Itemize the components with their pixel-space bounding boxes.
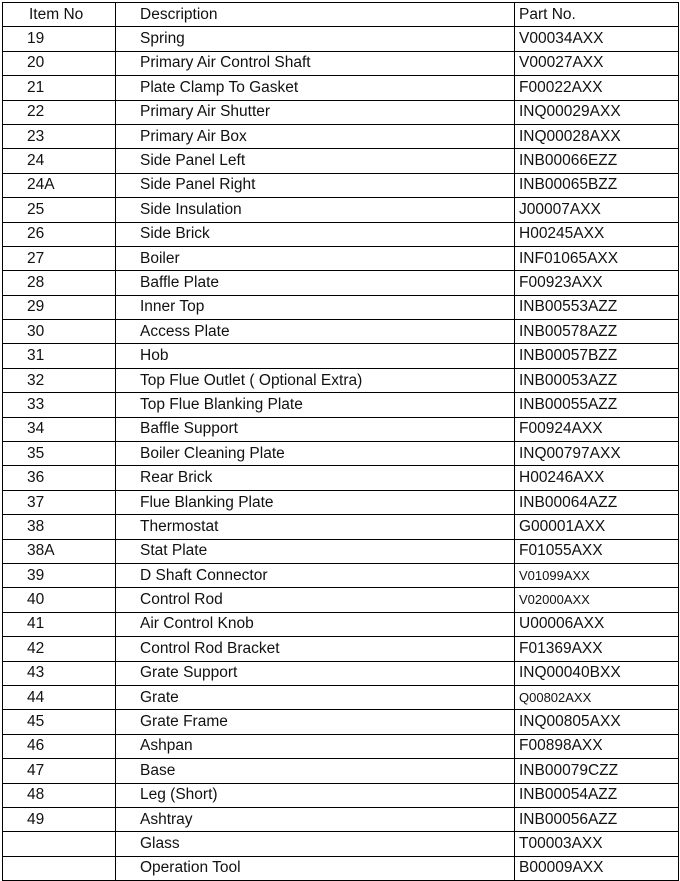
part-number: INQ00805AXX: [515, 710, 679, 734]
item-description: Spring: [116, 27, 515, 51]
item-number: 20: [3, 51, 116, 75]
item-description: Thermostat: [116, 515, 515, 539]
item-description: Ashpan: [116, 734, 515, 758]
part-number: INB00053AZZ: [515, 368, 679, 392]
item-description: Control Rod: [116, 588, 515, 612]
parts-list-sheet: [2, 2, 679, 881]
item-number: 27: [3, 246, 116, 270]
item-description: Baffle Plate: [116, 271, 515, 295]
header-part-no: Part No.: [515, 3, 679, 27]
item-description: Grate Support: [116, 661, 515, 685]
item-description: Side Insulation: [116, 198, 515, 222]
table-row: [3, 539, 679, 563]
table-row: [3, 783, 679, 807]
table-row: [3, 685, 679, 709]
item-number: [3, 832, 116, 856]
part-number: F00924AXX: [515, 417, 679, 441]
item-number: 39: [3, 563, 116, 587]
item-description: Baffle Support: [116, 417, 515, 441]
part-number: J00007AXX: [515, 198, 679, 222]
table-row: [3, 563, 679, 587]
part-number: F01055AXX: [515, 539, 679, 563]
table-row: [3, 466, 679, 490]
item-number: 44: [3, 685, 116, 709]
table-row: [3, 222, 679, 246]
item-description: Glass: [116, 832, 515, 856]
part-number: T00003AXX: [515, 832, 679, 856]
item-description: Boiler Cleaning Plate: [116, 442, 515, 466]
table-row: [3, 807, 679, 831]
part-number: H00245AXX: [515, 222, 679, 246]
part-number: INQ00040BXX: [515, 661, 679, 685]
table-row: [3, 759, 679, 783]
item-number: 36: [3, 466, 116, 490]
item-number: 40: [3, 588, 116, 612]
part-number: INB00066EZZ: [515, 149, 679, 173]
item-number: [3, 856, 116, 880]
item-number: 25: [3, 198, 116, 222]
item-description: Primary Air Box: [116, 124, 515, 148]
table-row: [3, 173, 679, 197]
part-number: INB00054AZZ: [515, 783, 679, 807]
part-number: INB00055AZZ: [515, 393, 679, 417]
part-number: INB00064AZZ: [515, 490, 679, 514]
table-row: [3, 393, 679, 417]
item-number: 45: [3, 710, 116, 734]
item-description: Rear Brick: [116, 466, 515, 490]
part-number: INF01065AXX: [515, 246, 679, 270]
item-number: 38: [3, 515, 116, 539]
item-description: Top Flue Blanking Plate: [116, 393, 515, 417]
part-number: INQ00797AXX: [515, 442, 679, 466]
table-row: [3, 51, 679, 75]
item-description: Leg (Short): [116, 783, 515, 807]
item-description: Base: [116, 759, 515, 783]
part-number: G00001AXX: [515, 515, 679, 539]
table-row: [3, 344, 679, 368]
item-number: 24A: [3, 173, 116, 197]
item-number: 46: [3, 734, 116, 758]
table-row: [3, 76, 679, 100]
item-number: 30: [3, 320, 116, 344]
item-description: Boiler: [116, 246, 515, 270]
item-description: Inner Top: [116, 295, 515, 319]
item-number: 23: [3, 124, 116, 148]
table-header-row: [3, 3, 679, 27]
item-description: Side Brick: [116, 222, 515, 246]
part-number: Q00802AXX: [515, 685, 679, 709]
item-number: 43: [3, 661, 116, 685]
part-number: V00027AXX: [515, 51, 679, 75]
part-number: INB00056AZZ: [515, 807, 679, 831]
item-description: D Shaft Connector: [116, 563, 515, 587]
table-row: [3, 856, 679, 880]
item-description: Grate Frame: [116, 710, 515, 734]
table-row: [3, 637, 679, 661]
item-number: 41: [3, 612, 116, 636]
item-number: 34: [3, 417, 116, 441]
table-row: [3, 295, 679, 319]
table-row: [3, 442, 679, 466]
item-description: Flue Blanking Plate: [116, 490, 515, 514]
part-number: INQ00028AXX: [515, 124, 679, 148]
item-number: 24: [3, 149, 116, 173]
item-description: Primary Air Control Shaft: [116, 51, 515, 75]
table-row: [3, 588, 679, 612]
part-number: B00009AXX: [515, 856, 679, 880]
part-number: INB00578AZZ: [515, 320, 679, 344]
part-number: V02000AXX: [515, 588, 679, 612]
part-number: U00006AXX: [515, 612, 679, 636]
item-description: Hob: [116, 344, 515, 368]
table-row: [3, 271, 679, 295]
item-description: Air Control Knob: [116, 612, 515, 636]
item-number: 22: [3, 100, 116, 124]
header-description: Description: [116, 3, 515, 27]
part-number: F00923AXX: [515, 271, 679, 295]
item-number: 33: [3, 393, 116, 417]
table-row: [3, 368, 679, 392]
item-number: 29: [3, 295, 116, 319]
part-number: F00898AXX: [515, 734, 679, 758]
part-number: INQ00029AXX: [515, 100, 679, 124]
item-number: 31: [3, 344, 116, 368]
item-description: Grate: [116, 685, 515, 709]
part-number: V00034AXX: [515, 27, 679, 51]
item-number: 21: [3, 76, 116, 100]
header-item-no: Item No: [3, 3, 116, 27]
table-row: [3, 734, 679, 758]
item-number: 48: [3, 783, 116, 807]
table-row: [3, 417, 679, 441]
item-description: Access Plate: [116, 320, 515, 344]
item-number: 19: [3, 27, 116, 51]
item-number: 37: [3, 490, 116, 514]
item-description: Stat Plate: [116, 539, 515, 563]
table-row: [3, 100, 679, 124]
item-description: Top Flue Outlet ( Optional Extra): [116, 368, 515, 392]
part-number: F01369AXX: [515, 637, 679, 661]
part-number: INB00553AZZ: [515, 295, 679, 319]
table-row: [3, 198, 679, 222]
part-number: INB00065BZZ: [515, 173, 679, 197]
table-row: [3, 124, 679, 148]
part-number: H00246AXX: [515, 466, 679, 490]
item-description: Ashtray: [116, 807, 515, 831]
item-description: Primary Air Shutter: [116, 100, 515, 124]
part-number: F00022AXX: [515, 76, 679, 100]
table-row: [3, 149, 679, 173]
item-number: 38A: [3, 539, 116, 563]
item-number: 28: [3, 271, 116, 295]
table-row: [3, 661, 679, 685]
item-description: Side Panel Right: [116, 173, 515, 197]
item-description: Operation Tool: [116, 856, 515, 880]
item-number: 47: [3, 759, 116, 783]
table-row: [3, 710, 679, 734]
item-number: 32: [3, 368, 116, 392]
table-row: [3, 515, 679, 539]
table-row: [3, 320, 679, 344]
item-description: Plate Clamp To Gasket: [116, 76, 515, 100]
item-number: 49: [3, 807, 116, 831]
part-number: INB00079CZZ: [515, 759, 679, 783]
item-number: 42: [3, 637, 116, 661]
item-description: Control Rod Bracket: [116, 637, 515, 661]
part-number: INB00057BZZ: [515, 344, 679, 368]
item-description: Side Panel Left: [116, 149, 515, 173]
table-row: [3, 490, 679, 514]
item-number: 26: [3, 222, 116, 246]
item-number: 35: [3, 442, 116, 466]
table-row: [3, 246, 679, 270]
table-row: [3, 832, 679, 856]
table-row: [3, 27, 679, 51]
table-row: [3, 612, 679, 636]
parts-table: [2, 2, 679, 881]
part-number: V01099AXX: [515, 563, 679, 587]
